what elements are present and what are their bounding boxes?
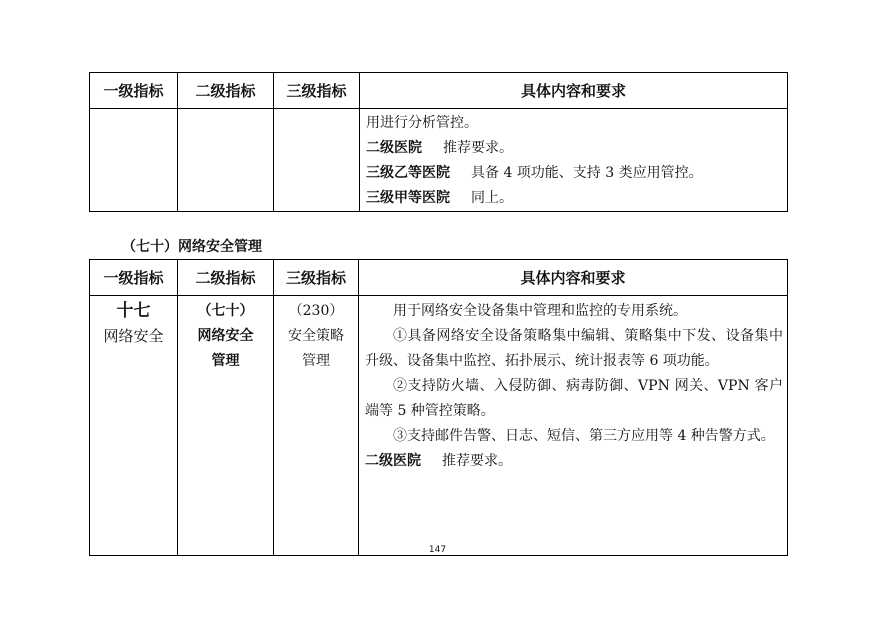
- page-number: 147: [428, 545, 447, 555]
- content-item-3: ③支持邮件告警、日志、短信、第三方应用等 4 种告警方式。: [393, 428, 775, 444]
- table-header-row: [90, 260, 788, 296]
- content-item-1: ①具备网络安全设备策略集中编辑、策略集中下发、设备集中升级、设备集中监控、拓扑展示、统计报表等 6 项功能。: [365, 328, 783, 369]
- content-item-2: ②支持防火墙、入侵防御、病毒防御、VPN 网关、VPN 客户端等 5 种管控策略。: [365, 378, 783, 419]
- content-line: 二级医院 推荐要求。: [365, 453, 512, 469]
- level1-cell: [90, 109, 178, 212]
- level3-name: 安全策略: [288, 328, 344, 344]
- header-level2: 二级指标: [178, 73, 274, 109]
- level3-number: （230）: [288, 303, 344, 319]
- content-line: 三级甲等医院 同上。: [366, 190, 513, 206]
- content-intro: 用于网络安全设备集中管理和监控的专用系统。: [393, 303, 687, 319]
- content-line: 三级乙等医院 具备 4 项功能、支持 3 类应用管控。: [366, 165, 703, 181]
- level1-name: 网络安全: [103, 327, 164, 345]
- level2-name: 网络安全: [197, 328, 254, 344]
- hospital-level-label: 三级乙等医院: [366, 165, 450, 181]
- level2-number: （七十）: [197, 303, 254, 319]
- level2-cell: [178, 296, 274, 556]
- table-row: [90, 296, 788, 556]
- table-row: [90, 109, 788, 212]
- header-level3: 三级指标: [274, 260, 359, 296]
- header-content: 具体内容和要求: [360, 73, 788, 109]
- header-level1: 一级指标: [90, 73, 178, 109]
- table-header-row: [90, 73, 788, 109]
- header-content: 具体内容和要求: [359, 260, 788, 296]
- hospital-level-label: 二级医院: [365, 453, 421, 469]
- level3-cell: [274, 296, 359, 556]
- level2-name-cont: 管理: [211, 353, 240, 369]
- level3-name-cont: 管理: [302, 353, 330, 369]
- content-cell: [360, 109, 788, 212]
- table-continued: [89, 72, 788, 212]
- hospital-level-label: 二级医院: [366, 140, 422, 156]
- level3-cell: [274, 109, 360, 212]
- level1-cell: [90, 296, 178, 556]
- section-title: （七十）网络安全管理: [122, 239, 262, 255]
- level2-cell: [178, 109, 274, 212]
- header-level3: 三级指标: [274, 73, 360, 109]
- header-level1: 一级指标: [90, 260, 178, 296]
- header-level2: 二级指标: [178, 260, 274, 296]
- content-cell: [359, 296, 788, 556]
- content-line: 用进行分析管控。: [366, 115, 478, 131]
- hospital-level-label: 三级甲等医院: [366, 190, 450, 206]
- table-network-security: [89, 259, 788, 556]
- level1-number: 十七: [116, 301, 151, 321]
- content-line: 二级医院 推荐要求。: [366, 140, 513, 156]
